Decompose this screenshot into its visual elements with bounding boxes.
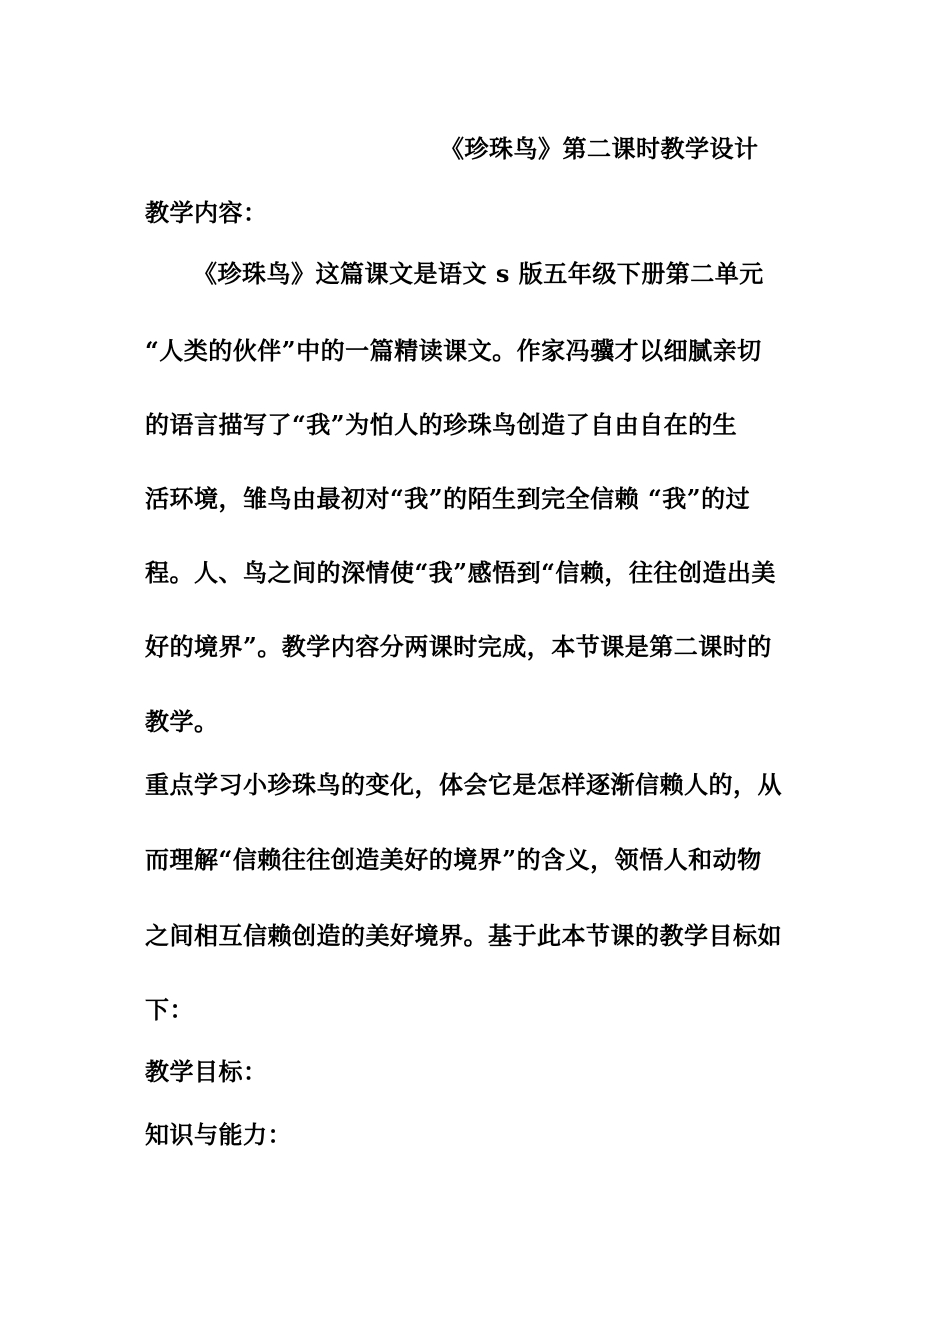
document-title: 《珍珠鸟》第二课时教学设计: [440, 134, 759, 163]
paragraph-line: 之间相互信赖创造的美好境界。基于此本节课的教学目标如: [145, 921, 782, 950]
paragraph-line: 的语言描写了“我”为怕人的珍珠鸟创造了自由自在的生: [145, 410, 738, 439]
paragraph-line: 好的境界”。教学内容分两课时完成，本节课是第二课时的: [145, 632, 772, 661]
paragraph-line: 活环境，雏鸟由最初对“我”的陌生到完全信赖 “我”的过: [145, 484, 751, 513]
paragraph-line: 程。人、鸟之间的深情使“我”感悟到“信赖，往往创造出美: [145, 558, 776, 587]
paragraph-line: 重点学习小珍珠鸟的变化，体会它是怎样逐渐信赖人的，从: [145, 770, 782, 799]
paragraph-line: 《珍珠鸟》这篇课文是语文 s 版五年级下册第二单元: [193, 259, 764, 288]
goals-heading: 教学目标：: [145, 1057, 268, 1086]
paragraph-line: 而理解“信赖往往创造美好的境界”的含义，领悟人和动物: [145, 845, 762, 874]
paragraph-line: “人类的伙伴”中的一篇精读课文。作家冯骥才以细腻亲切: [145, 336, 762, 365]
knowledge-heading: 知识与能力：: [145, 1120, 292, 1149]
paragraph-line: 下：: [145, 995, 194, 1024]
paragraph-line: 教学。: [145, 707, 219, 736]
content-heading: 教学内容：: [145, 198, 268, 227]
